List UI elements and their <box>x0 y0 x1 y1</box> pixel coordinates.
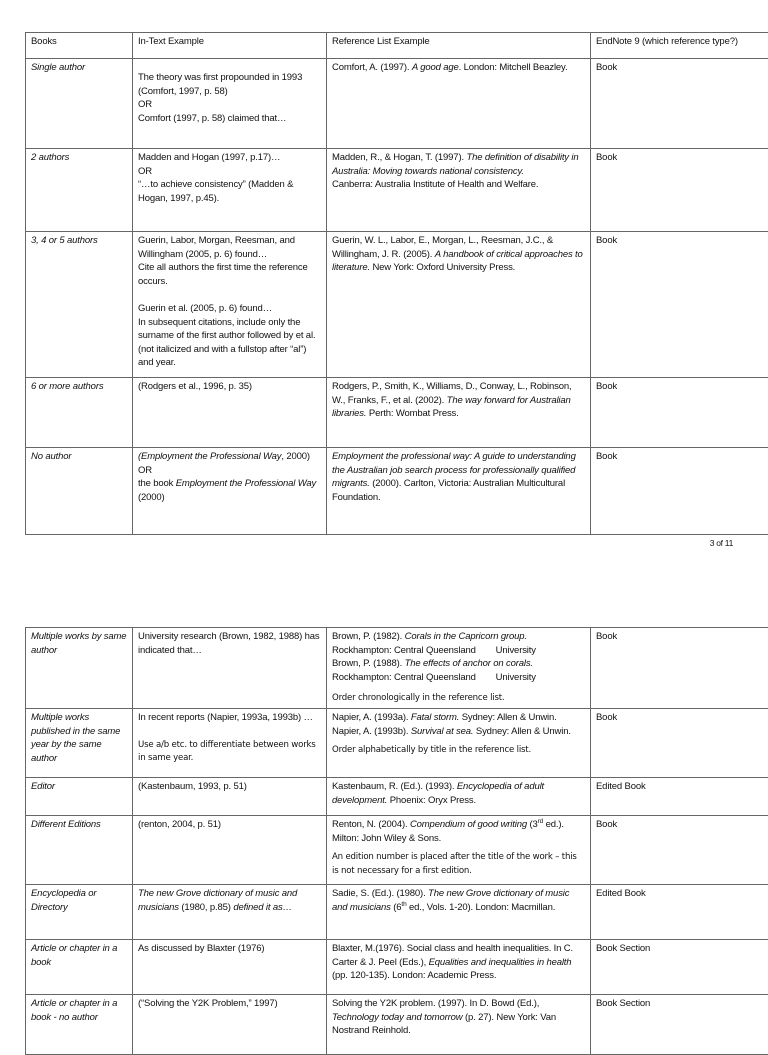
ref-text: Rockhampton: Central Queensland University <box>332 644 585 658</box>
ref-text: Rockhampton: Central Queensland University <box>332 671 585 685</box>
ref-text: Rodgers, P., Smith, K., Williams, D., Conway, L., Robinson, W., Franks, F., et al. (2002). <box>332 381 571 406</box>
header-cell-in-text: In-Text Example <box>133 33 327 59</box>
in-text-cell <box>133 885 327 940</box>
table-row <box>26 232 768 378</box>
in-text-line: Cite all authors the first time the reference occurs. <box>138 261 321 288</box>
ref-text: Renton, N. (2004). <box>332 819 410 830</box>
in-text-cell: (Rodgers et al., 1996, p. 35) <box>133 378 327 448</box>
ref-title: The way forward for Australian libraries. <box>332 395 571 420</box>
reference-table-books-continued <box>25 627 768 1055</box>
ref-text: Blaxter, M.(1976). Social class and health inequalities. In C. Carter & J. Peel (Eds.), <box>332 943 573 968</box>
in-text-line: Guerin, Labor, Morgan, Reesman, and Willingham (2005, p. 6) found… <box>138 234 321 261</box>
ref-text: Phoenix: Oryx Press. <box>387 795 476 806</box>
ref-text: (p. 27). New York: Van Nostrand Reinhold. <box>332 1012 556 1037</box>
in-text-line: OR <box>138 464 321 478</box>
ref-text: Canberra: Australia Institute of Health and Welfare. <box>332 178 585 192</box>
table-row <box>26 378 768 448</box>
in-text-cell: (“Solving the Y2K Problem,” 1997) <box>133 995 327 1055</box>
page-number: 3 of 11 <box>660 538 733 548</box>
in-text-title: The new Grove dictionary of music and musicians <box>138 888 297 913</box>
in-text-line: In recent reports (Napier, 1993a, 1993b) … <box>138 711 321 725</box>
ref-text: Sadie, S. (Ed.). (1980). <box>332 888 428 899</box>
in-text-line: (1980, p.85) <box>179 902 233 913</box>
in-text-cell <box>133 448 327 535</box>
in-text-line: The theory was first propounded in 1993 (Comfort, 1997, p. 58) <box>138 71 321 98</box>
reference-cell <box>327 778 591 816</box>
table-row <box>26 885 768 940</box>
ref-title: Survival at sea. <box>411 726 474 737</box>
ref-text: Sydney: Allen & Unwin. <box>473 726 570 737</box>
source-type-cell: 6 or more authors <box>26 378 133 448</box>
table-row <box>26 816 768 885</box>
in-text-title: Employment the Professional Way <box>176 478 316 489</box>
endnote-cell: Book Section <box>591 995 768 1055</box>
source-type-cell: Multiple works by same author <box>26 628 133 709</box>
in-text-cell <box>133 232 327 378</box>
table-row <box>26 628 768 709</box>
table-row <box>26 149 768 232</box>
source-type-cell: Different Editions <box>26 816 133 885</box>
in-text-line: , 2000) <box>281 451 310 462</box>
ref-title: A good age <box>412 62 459 73</box>
in-text-cell <box>133 59 327 149</box>
source-type-cell: No author <box>26 448 133 535</box>
in-text-line: In subsequent citations, include only the surname of the first author followed by et al. (not italicized and with a fullstop after “al”) and year. <box>138 316 321 370</box>
table-row <box>26 709 768 778</box>
source-type-cell: Editor <box>26 778 133 816</box>
ref-title: Employment the professional way: A guide to understanding the Australian job search process for professionally qualified migrants. <box>332 451 576 489</box>
ref-text: (pp. 120-135). London: Academic Press. <box>332 970 496 981</box>
endnote-cell: Book <box>591 378 768 448</box>
source-type-cell: 2 authors <box>26 149 133 232</box>
ref-text: (3 <box>527 819 538 830</box>
endnote-cell: Book <box>591 448 768 535</box>
ref-note: Order chronologically in the reference list. <box>332 692 585 706</box>
ref-text: Guerin, W. L., Labor, E., Morgan, L., Reesman, J.C., & Willingham, J. R. (2005). <box>332 235 553 260</box>
ref-title: The definition of disability in Australia: Moving towards national consistency. <box>332 152 579 177</box>
ref-text: Kastenbaum, R. (Ed.). (1993). <box>332 781 457 792</box>
ref-title: Equalities and inequalities in health <box>429 957 572 968</box>
ref-text: Napier, A. (1993a). <box>332 712 411 723</box>
ref-title: Compendium of good writing <box>410 819 527 830</box>
ref-text: ed., Vols. 1-20). London: Macmillan. <box>407 902 556 913</box>
in-text-note: Use a/b etc. to differentiate between works in same year. <box>138 739 321 766</box>
ref-note: An edition number is placed after the title of the work – this is not necessary for a first edition. <box>332 851 585 878</box>
ref-text: (6 <box>391 902 402 913</box>
source-type-cell: Article or chapter in a book - no author <box>26 995 133 1055</box>
ref-superscript: rd <box>538 818 543 825</box>
ref-title: Fatal storm. <box>411 712 459 723</box>
table-row <box>26 778 768 816</box>
in-text-line: Guerin et al. (2005, p. 6) found… <box>138 302 321 316</box>
reference-cell <box>327 59 591 149</box>
endnote-cell: Book <box>591 628 768 709</box>
source-type-cell: 3, 4 or 5 authors <box>26 232 133 378</box>
endnote-cell: Edited Book <box>591 885 768 940</box>
ref-superscript: th <box>401 900 406 907</box>
in-text-cell: (renton, 2004, p. 51) <box>133 816 327 885</box>
ref-text: Solving the Y2K problem. (1997). In D. Bowd (Ed.), <box>332 998 539 1009</box>
table-row <box>26 59 768 149</box>
in-text-cell: (Kastenbaum, 1993, p. 51) <box>133 778 327 816</box>
ref-text: Brown, P. (1988). <box>332 658 405 669</box>
endnote-cell: Book <box>591 709 768 778</box>
in-text-line: OR <box>138 165 321 179</box>
reference-cell <box>327 448 591 535</box>
ref-title: The effects of anchor on corals. <box>405 658 533 669</box>
in-text-cell <box>133 709 327 778</box>
in-text-cell <box>133 149 327 232</box>
in-text-cell: University research (Brown, 1982, 1988) has indicated that… <box>133 628 327 709</box>
reference-cell <box>327 885 591 940</box>
header-cell-endnote: EndNote 9 (which reference type?) <box>591 33 768 59</box>
reference-cell <box>327 378 591 448</box>
header-cell-reference-list: Reference List Example <box>327 33 591 59</box>
ref-text: Perth: Wombat Press. <box>366 408 458 419</box>
source-type-cell: Single author <box>26 59 133 149</box>
ref-title: A handbook of critical approaches to literature. <box>332 249 583 274</box>
table-row <box>26 940 768 995</box>
in-text-line: (2000) <box>138 492 165 503</box>
in-text-line: Madden and Hogan (1997, p.17)… <box>138 151 321 165</box>
endnote-cell: Book <box>591 59 768 149</box>
ref-title: Encyclopedia of adult development. <box>332 781 544 806</box>
reference-cell <box>327 628 591 709</box>
source-type-cell: Encyclopedia or Directory <box>26 885 133 940</box>
in-text-line: the book <box>138 478 176 489</box>
endnote-cell: Book <box>591 816 768 885</box>
ref-text: Sydney: Allen & Unwin. Napier, A. (1993b). <box>332 712 557 737</box>
table-header-row <box>26 33 768 59</box>
ref-title: Technology today and tomorrow <box>332 1012 463 1023</box>
in-text-cell: As discussed by Blaxter (1976) <box>133 940 327 995</box>
ref-text: . London: Mitchell Beazley. <box>459 62 568 73</box>
ref-text: ed.). Milton: John Wiley & Sons. <box>332 819 564 844</box>
ref-text: Comfort, A. (1997). <box>332 62 412 73</box>
endnote-cell: Book <box>591 232 768 378</box>
table-row <box>26 448 768 535</box>
ref-note: Order alphabetically by title in the reference list. <box>332 744 585 758</box>
reference-cell <box>327 995 591 1055</box>
endnote-cell: Edited Book <box>591 778 768 816</box>
header-cell-books: Books <box>26 33 133 59</box>
in-text-title: (Employment the Professional Way <box>138 451 281 462</box>
in-text-line: OR <box>138 98 321 112</box>
reference-cell <box>327 816 591 885</box>
in-text-line: “…to achieve consistency” (Madden & Hogan, 1997, p.45). <box>138 178 321 205</box>
ref-text: New York: Oxford University Press. <box>370 262 515 273</box>
in-text-title: defined it as… <box>233 902 292 913</box>
reference-cell <box>327 709 591 778</box>
table-row <box>26 995 768 1055</box>
ref-text: Madden, R., & Hogan, T. (1997). <box>332 152 466 163</box>
reference-table-books <box>25 32 768 535</box>
reference-cell <box>327 149 591 232</box>
endnote-cell: Book Section <box>591 940 768 995</box>
reference-cell <box>327 232 591 378</box>
ref-title: Corals in the Capricorn group. <box>405 631 527 642</box>
source-type-cell: Multiple works published in the same year by the same author <box>26 709 133 778</box>
in-text-line: Comfort (1997, p. 58) claimed that… <box>138 112 321 126</box>
endnote-cell: Book <box>591 149 768 232</box>
ref-text: (2000). Carlton, Victoria: Australian Multicultural Foundation. <box>332 478 565 503</box>
ref-title: The new Grove dictionary of music and musicians <box>332 888 569 913</box>
source-type-cell: Article or chapter in a book <box>26 940 133 995</box>
ref-text: Brown, P. (1982). <box>332 631 405 642</box>
reference-cell <box>327 940 591 995</box>
